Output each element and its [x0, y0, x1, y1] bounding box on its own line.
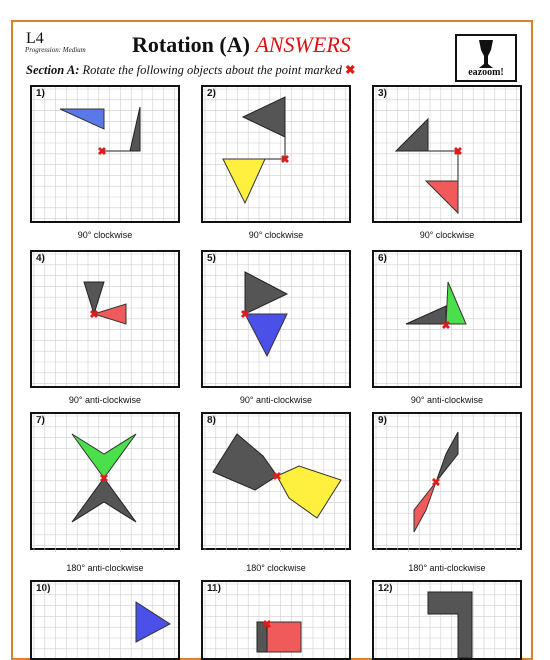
rotation-caption: 90° anti-clockwise [410, 395, 484, 405]
original-shape [436, 432, 458, 482]
center-marker-icon: ✖ [272, 471, 282, 483]
rotation-caption: 90° clockwise [77, 230, 133, 240]
question-panel-3 [372, 85, 522, 223]
question-number: 7) [36, 415, 45, 426]
question-panel-4 [30, 250, 180, 388]
logo [455, 34, 517, 82]
center-marker-icon: ✖ [99, 473, 109, 485]
question-number: 3) [378, 88, 387, 99]
rotated-shape [72, 434, 136, 478]
question-number: 6) [378, 253, 387, 264]
grid [32, 252, 178, 386]
answers-label: ANSWERS [255, 32, 351, 57]
center-marker-icon: ✖ [431, 477, 441, 489]
question-number: 12) [378, 583, 393, 594]
center-marker-icon: ✖ [453, 146, 463, 158]
center-marker-icon: ✖ [240, 309, 250, 321]
page-title [132, 32, 351, 58]
question-number: 9) [378, 415, 387, 426]
original-shape [428, 592, 472, 658]
level-label: L4 [26, 30, 44, 47]
center-marker-icon: ✖ [89, 309, 99, 321]
question-number: 8) [207, 415, 216, 426]
section-label: Section A: [26, 63, 80, 77]
grid [374, 414, 520, 552]
rotated-shape [414, 482, 436, 532]
section-instruction [26, 62, 355, 78]
center-marker-icon: ✖ [441, 320, 451, 332]
instruction-text: Rotate the following objects about the point marked [82, 63, 342, 77]
original-shape [406, 306, 446, 324]
question-panel-6 [372, 250, 522, 388]
question-number: 2) [207, 88, 216, 99]
rotated-shape [277, 466, 341, 518]
question-panel-12 [372, 580, 522, 660]
rotation-caption: 90° clockwise [419, 230, 475, 240]
center-marker-icon: ✖ [262, 619, 272, 631]
logo-text: eazoom! [468, 67, 504, 78]
title-text: Rotation (A) [132, 32, 250, 57]
question-panel-11 [201, 580, 351, 660]
question-panel-7 [30, 412, 180, 550]
rotation-caption: 90° anti-clockwise [68, 395, 142, 405]
question-panel-1 [30, 85, 180, 223]
original-shape [243, 97, 285, 137]
question-number: 10) [36, 583, 51, 594]
question-panel-2 [201, 85, 351, 223]
question-panel-9 [372, 412, 522, 550]
original-shape [213, 434, 277, 490]
center-marker-icon: ✖ [280, 154, 290, 166]
question-number: 1) [36, 88, 45, 99]
rotation-caption: 90° anti-clockwise [239, 395, 313, 405]
progression-label: Progression: Medium [25, 46, 86, 54]
question-panel-10 [30, 580, 180, 660]
rotated-shape [446, 282, 466, 324]
original-shape [396, 119, 428, 151]
question-panel-5 [201, 250, 351, 388]
question-number: 11) [207, 583, 221, 594]
question-number: 5) [207, 253, 216, 264]
question-number: 4) [36, 253, 45, 264]
rotation-caption: 180° clockwise [246, 563, 306, 573]
center-marker-icon: ✖ [97, 146, 107, 158]
question-panel-8 [201, 412, 351, 550]
cross-marker-icon: ✖ [344, 63, 356, 77]
rotation-caption: 180° anti-clockwise [408, 563, 486, 573]
rotation-caption: 180° anti-clockwise [66, 563, 144, 573]
rotation-caption: 90° clockwise [248, 230, 304, 240]
